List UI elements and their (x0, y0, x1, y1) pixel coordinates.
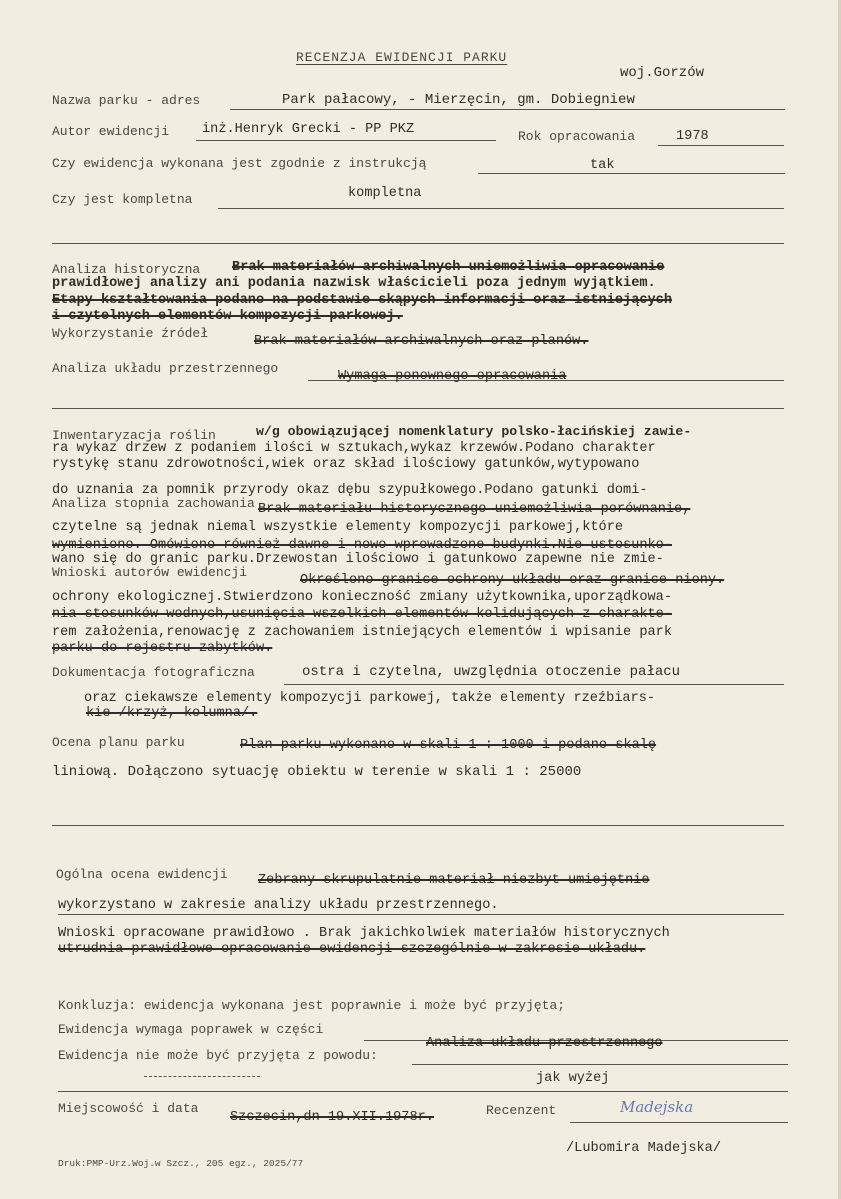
historical-line-2: prawidłowej analizy ani podania nazwisk właścicieli poza jednym wyjątkiem. (52, 276, 656, 291)
conclusions-label: Wnioski autorów ewidencji (52, 565, 248, 580)
rejected-label: Ewidencja nie może być przyjęta z powodu: (58, 1048, 378, 1063)
sources-label: Wykorzystanie źródeł (52, 326, 209, 341)
compliance-label: Czy ewidencja wykonana jest zgodnie z instrukcją (52, 156, 427, 171)
preservation-line-4: wano się do granic parku.Drzewostan ilościowo i gatunkowo zapewne nie zmie- (52, 552, 664, 567)
form-title: RECENZJA EWIDENCJI PARKU (296, 50, 508, 65)
reviewer-name: /Lubomira Madejska/ (566, 1141, 721, 1156)
preservation-line-3: wymieniono. Omówiono również dawne i nowo wprowadzone budynki.Nie ustosunko- (52, 538, 672, 553)
corrections-label: Ewidencja wymaga poprawek w części (58, 1022, 324, 1037)
general-line-2-rule (58, 914, 784, 915)
general-label: Ogólna ocena ewidencji (56, 867, 228, 882)
park-name-value: Park pałacowy, - Mierzęcin, gm. Dobiegniew (282, 92, 635, 108)
conclusions-line-4: rem założenia,renowację z zachowaniem istniejących elementów i wpisanie park (52, 625, 672, 640)
conclusions-line-2: ochrony ekologicznej.Stwierdzono konieczność zmiany użytkownika,uporządkowa- (52, 590, 672, 605)
rejected-extra-line (58, 1091, 788, 1092)
photo-line-3: kie /krzyż, kolumna/. (86, 706, 258, 721)
year-line (658, 145, 784, 146)
inventory-label: Inwentaryzacja roślin (52, 428, 216, 443)
preservation-line-1: Brak materiału historycznego uniemożliwia porównanie, (258, 502, 691, 517)
conclusions-line-5: parku do rejestru zabytków. (52, 641, 273, 656)
complete-line (218, 208, 784, 209)
photo-line (284, 684, 784, 685)
reviewer-signature: Madejska (620, 1098, 694, 1116)
reviewer-label: Recenzent (486, 1103, 557, 1118)
print-info: Druk:PMP-Urz.Woj.w Szcz., 205 egz., 2025/77 (58, 1158, 304, 1169)
voivodeship: woj.Gorzów (620, 65, 705, 81)
place-date-label: Miejscowość i data (58, 1101, 199, 1116)
historical-line-1: Brak materiałów archiwalnych uniemożliwia opracowanie (232, 260, 665, 275)
inventory-line-2: ra wykaz drzew z podaniem ilości w sztukach,wykaz krzewów.Podano charakter (52, 441, 656, 456)
conclusions-line-3: nia stosunków wodnych,usunięcia wszelkich elementów kolidujących z charakte- (52, 607, 672, 622)
blank-line (52, 243, 784, 244)
complete-label: Czy jest kompletna (52, 192, 193, 207)
plan-line-2: liniową. Dołączono sytuację obiektu w terenie w skali 1 : 25000 (52, 764, 582, 780)
author-label: Autor ewidencji (52, 124, 170, 139)
general-line-4: utrudnia prawidłowe opracowanie ewidencji szczególnie w zakresie układu. (58, 942, 646, 957)
plan-label: Ocena planu parku (52, 735, 185, 750)
historical-line-3: Etapy kształtowania podano na podstawie skąpych informacji oraz istniejących (52, 293, 672, 308)
preservation-line-2: czytelne są jednak niemal wszystkie elementy kompozycji parkowej,które (52, 520, 624, 535)
park-name-line (230, 109, 785, 110)
spatial-extra-line (52, 408, 784, 409)
preservation-label: Analiza stopnia zachowania (52, 496, 255, 511)
general-line-3: Wnioski opracowane prawidłowo . Brak jakichkolwiek materiałów historycznych (58, 926, 670, 941)
corrections-value: Analiza układu przestrzennego (426, 1036, 663, 1051)
historical-line-4: i czytelnych elementów kompozycji parkowej. (52, 309, 403, 324)
plan-extra-line (52, 825, 784, 826)
reviewer-line (570, 1122, 788, 1123)
photo-line-2: oraz ciekawsze elementy kompozycji parkowej, także elementy rzeźbiars- (84, 691, 656, 706)
sources-value: Brak materiałów archiwalnych oraz planów. (254, 334, 589, 349)
compliance-line (478, 173, 785, 174)
same-as-above: jak wyżej (536, 1071, 610, 1086)
complete-value: kompletna (348, 186, 422, 201)
rejected-line (412, 1064, 788, 1065)
inventory-line-3: rystykę stanu zdrowotności,wiek oraz skład ilościowy gatunków,wytypowano (52, 457, 640, 472)
photo-label: Dokumentacja fotograficzna (52, 665, 255, 680)
photo-line-1: ostra i czytelna, uwzględnia otoczenie pałacu (302, 664, 681, 680)
author-value: inż.Henryk Grecki - PP PKZ (202, 122, 415, 137)
inventory-line-1: w/g obowiązującej nomenklatury polsko-łacińskiej zawie- (256, 424, 692, 439)
author-line (196, 140, 496, 141)
conclusion-statement: Konkluzja: ewidencja wykonana jest poprawnie i może być przyjęta; (58, 998, 566, 1013)
plan-line-1: Plan parku wykonano w skali 1 : 1000 i podano skalę (240, 738, 657, 753)
place-date-value: Szczecin,dn 19.XII.1978r. (230, 1110, 434, 1125)
year-label: Rok opracowania (518, 129, 636, 144)
compliance-value: tak (590, 158, 615, 173)
general-line-2: wykorzystano w zakresie analizy układu przestrzennego. (58, 898, 499, 913)
spatial-value: Wymaga ponownego opracowania (338, 369, 567, 384)
rejected-dash (144, 1076, 260, 1077)
historical-label: Analiza historyczna (52, 262, 201, 277)
general-line-1: Zebrany skrupulatnie materiał niezbyt umiejętnie (258, 873, 650, 888)
inventory-line-4: do uznania za pomnik przyrody okaz dębu szypułkowego.Podano gatunki domi- (52, 483, 648, 498)
spatial-label: Analiza układu przestrzennego (52, 361, 279, 376)
park-name-label: Nazwa parku - adres (52, 93, 201, 108)
conclusions-line-1: Określono granice ochrony układu oraz granice niony. (300, 573, 725, 588)
year-value: 1978 (676, 129, 709, 144)
